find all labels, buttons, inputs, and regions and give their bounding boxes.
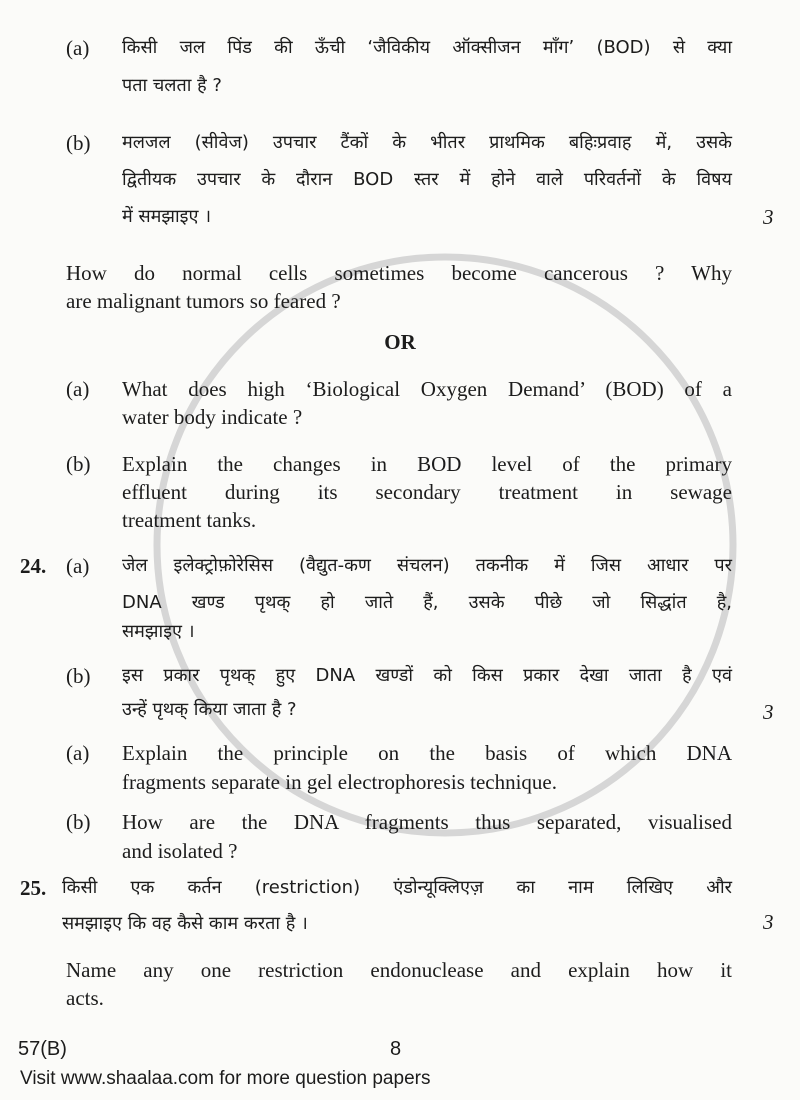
q23-english-a-line1: What does high ‘Biological Oxygen Demand’ (BOD) of a — [122, 377, 732, 401]
q23-english-b-line1: Explain the changes in BOD level of the primary — [122, 452, 732, 476]
paper-code: 57(B) — [18, 1038, 67, 1060]
q25-number: 25. — [20, 876, 47, 900]
q23-hindi-b-line3: में समझाइए । — [122, 206, 212, 227]
q23-hindi-a-line2: पता चलता है ? — [122, 75, 222, 96]
q23-hindi-a-label: (a) — [66, 36, 90, 60]
q24-hindi-a-line1: जेल इलेक्ट्रोफ़ोरेसिस (वैद्युत-कण संचलन) तकनीक में जिस आधार पर — [122, 555, 732, 576]
q25-english-line2: acts. — [66, 986, 104, 1010]
q24-hindi-b-line2: उन्हें पृथक् किया जाता है ? — [122, 699, 297, 720]
q23-hindi-b-line1: मलजल (सीवेज) उपचार टैंकों के भीतर प्राथमिक बहिःप्रवाह में, उसके — [122, 132, 732, 153]
q25-hindi-line1: किसी एक कर्तन (restriction) एंडोन्यूक्लिएज़ का नाम लिखिए और — [62, 877, 732, 898]
q25-hindi-line2: समझाइए कि वह कैसे काम करता है । — [62, 913, 308, 934]
q23-hindi-b-label: (b) — [66, 131, 91, 155]
q23-english-b-line2: effluent during its secondary treatment in sewage — [122, 480, 732, 504]
q24-marks: 3 — [763, 700, 774, 724]
q24-number: 24. — [20, 554, 47, 578]
q24-hindi-b-line1: इस प्रकार पृथक् हुए DNA खण्डों को किस प्रकार देखा जाता है एवं — [122, 665, 732, 686]
q24-english-a-line2: fragments separate in gel electrophoresis technique. — [122, 770, 557, 794]
q23-english-a-label: (a) — [66, 377, 90, 401]
q23-marks: 3 — [763, 205, 774, 229]
q23-hindi-b-line2: द्वितीयक उपचार के दौरान BOD स्तर में होने वाले परिवर्तनों के विषय — [122, 169, 732, 190]
q24-english-a-line1: Explain the principle on the basis of which DNA — [122, 741, 732, 765]
q24-english-b-line2: and isolated ? — [122, 839, 238, 863]
q25-marks: 3 — [763, 910, 774, 934]
q24-english-a-label: (a) — [66, 741, 90, 765]
q24-hindi-a-line3: समझाइए । — [122, 621, 195, 642]
q23-hindi-a-line1: किसी जल पिंड की ऊँची ‘जैविकीय ऑक्सीजन माँग’ (BOD) से क्या — [122, 37, 732, 58]
or-separator: OR — [384, 330, 416, 354]
page-number: 8 — [390, 1038, 402, 1060]
q25-english-line1: Name any one restriction endonuclease and explain how it — [66, 958, 732, 982]
q24-english-b-line1: How are the DNA fragments thus separated, visualised — [122, 810, 732, 834]
q24-hindi-a-line2: DNA खण्ड पृथक् हो जाते हैं, उसके पीछे जो सिद्धांत है, — [122, 592, 732, 613]
q22-english-line1: How do normal cells sometimes become cancerous ? Why — [66, 261, 732, 285]
q23-english-b-line3: treatment tanks. — [122, 508, 257, 532]
q24-english-b-label: (b) — [66, 810, 91, 834]
promo-link[interactable]: Visit www.shaalaa.com for more question papers — [20, 1068, 431, 1089]
q23-english-b-label: (b) — [66, 452, 91, 476]
q24-hindi-a-label: (a) — [66, 554, 90, 578]
q23-english-a-line2: water body indicate ? — [122, 405, 303, 429]
q24-hindi-b-label: (b) — [66, 664, 91, 688]
q22-english-line2: are malignant tumors so feared ? — [66, 289, 341, 313]
